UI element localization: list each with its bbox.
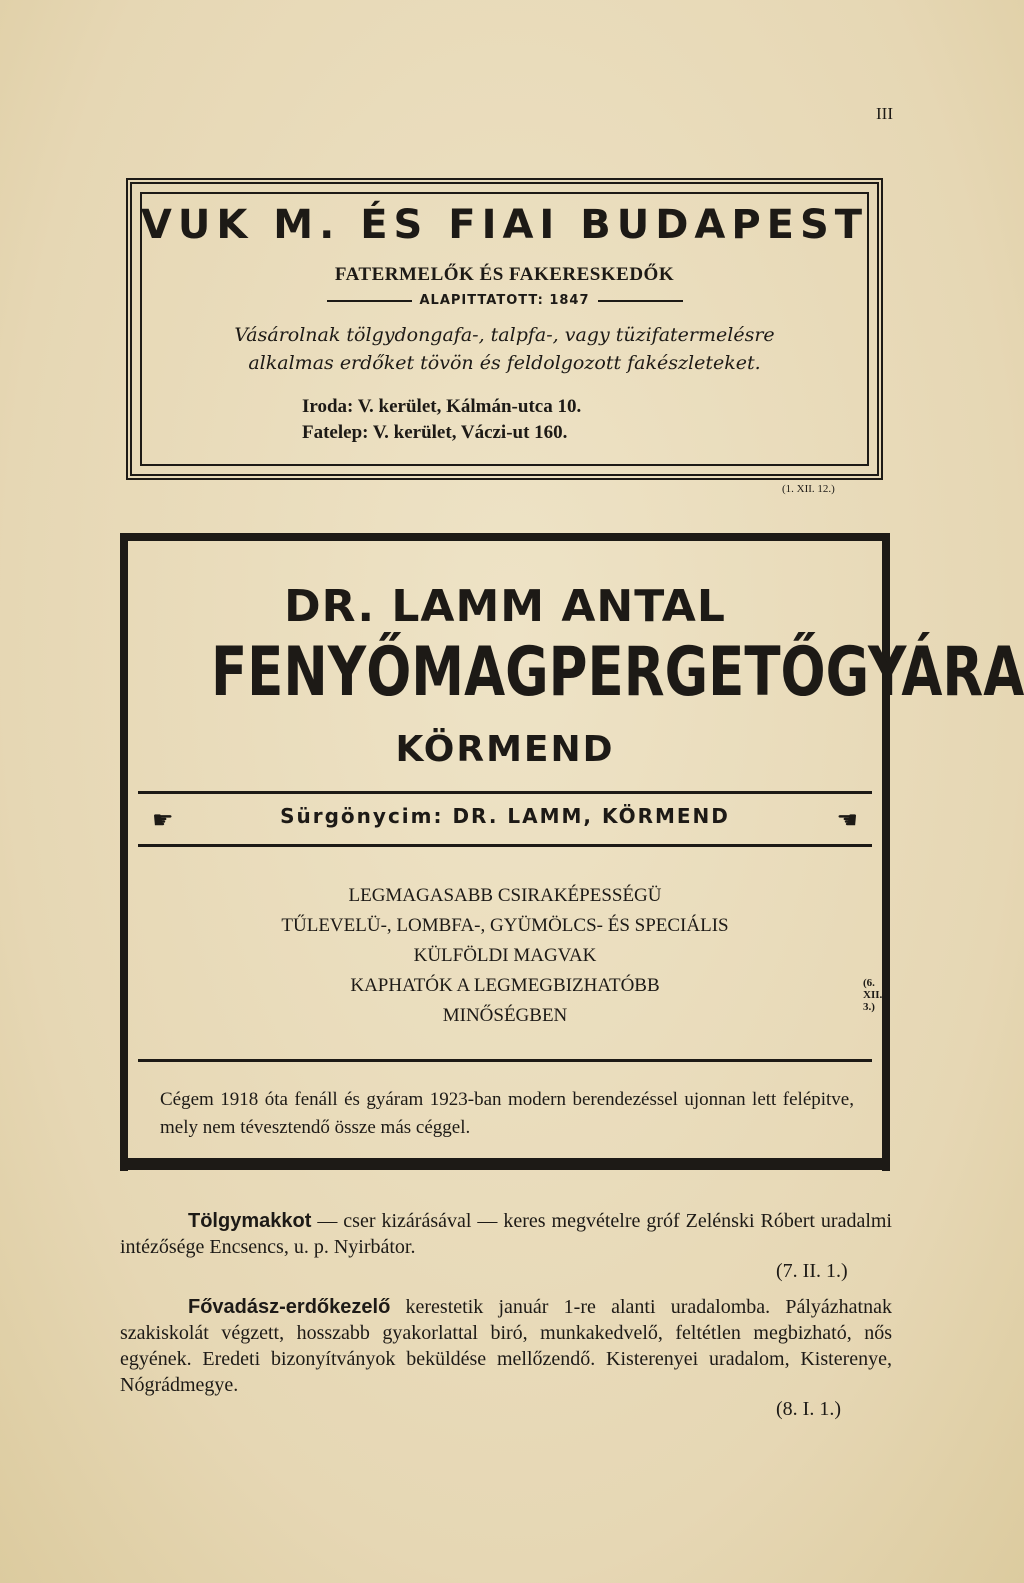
ad-lamm	[120, 533, 1024, 1171]
page-number: III	[876, 104, 893, 123]
ad-vuk-yard: Fatelep: V. kerület, Váczi-ut 160.	[302, 422, 568, 443]
ad-vuk-ref: (1. XII. 12.)	[782, 483, 835, 495]
ad-lamm-products: LEGMAGASABB CSIRAKÉPESSÉGÜ TŰLEVELÜ-, LOMBFA-, GYÜMÖLCS- ÉS SPECIÁLIS KÜLFÖLDI MAGVAK KAPHATÓK A LEGMEGBIZHATÓBB MINŐSÉGBEN	[281, 885, 729, 1026]
ad-lamm-divider	[138, 1059, 872, 1062]
classified-forester-ref: (8. I. 1.)	[776, 1398, 841, 1420]
ad-lamm-telegram-bar	[138, 791, 872, 847]
ad-lamm-note: Cégem 1918 óta fenáll és gyáram 1923-ban modern berendezéssel ujonnan lett felépitve, mely nem tévesztendő össze más céggel.	[160, 1089, 854, 1138]
ad-vuk	[126, 178, 883, 480]
ad-vuk-title: VUK M. ÉS FIAI BUDAPEST	[140, 202, 869, 248]
pointing-hand-right-icon: ☛	[152, 808, 174, 834]
ad-vuk-founded: ALAPITTATOTT: 1847	[132, 293, 877, 308]
ad-vuk-description: Vásárolnak tölgydongafa-, talpfa-, vagy tüzifatermelésre alkalmas erdőket tövön és feldolgozott fakészleteket.	[234, 324, 775, 374]
pointing-hand-left-icon: ☚	[836, 808, 858, 834]
ad-vuk-addresses	[302, 394, 581, 446]
ad-lamm-town: KÖRMEND	[395, 729, 615, 770]
ad-lamm-factory: FENYŐMAGPERGETŐGYÁRA	[210, 633, 1024, 712]
ad-lamm-telegram: Sürgönycim: DR. LAMM, KÖRMEND	[280, 804, 730, 828]
ad-lamm-bottom-border	[120, 1158, 890, 1170]
ad-vuk-subtitle: FATERMELŐK ÉS FAKERESKEDŐK	[334, 264, 675, 285]
ad-vuk-office: Iroda: V. kerület, Kálmán-utca 10.	[302, 396, 582, 417]
ad-lamm-ref: (6. XII. 3.)	[863, 977, 883, 1013]
classified-forester: Fővadász-erdőkezelő kerestetik január 1-re alanti uradalomba. Pályázhatnak szakiskolát végzett, hosszabb gyakorlattal biró, munkakedvelő, feltétlen megbizható, nős egyének. Eredeti bizonyítványok beküldése mellőzendő. Kisterenyei uradalom, Kisterenye, Nógrádmegye.	[120, 1296, 892, 1396]
classified-acorns-ref: (7. II. 1.)	[776, 1260, 848, 1282]
classified-acorns: Tölgymakkot — cser kizárásával — keres megvételre gróf Zelénski Róbert uradalmi intézősége Encsencs, u. p. Nyirbátor.	[120, 1210, 892, 1258]
ad-lamm-name: DR. LAMM ANTAL	[284, 581, 726, 632]
